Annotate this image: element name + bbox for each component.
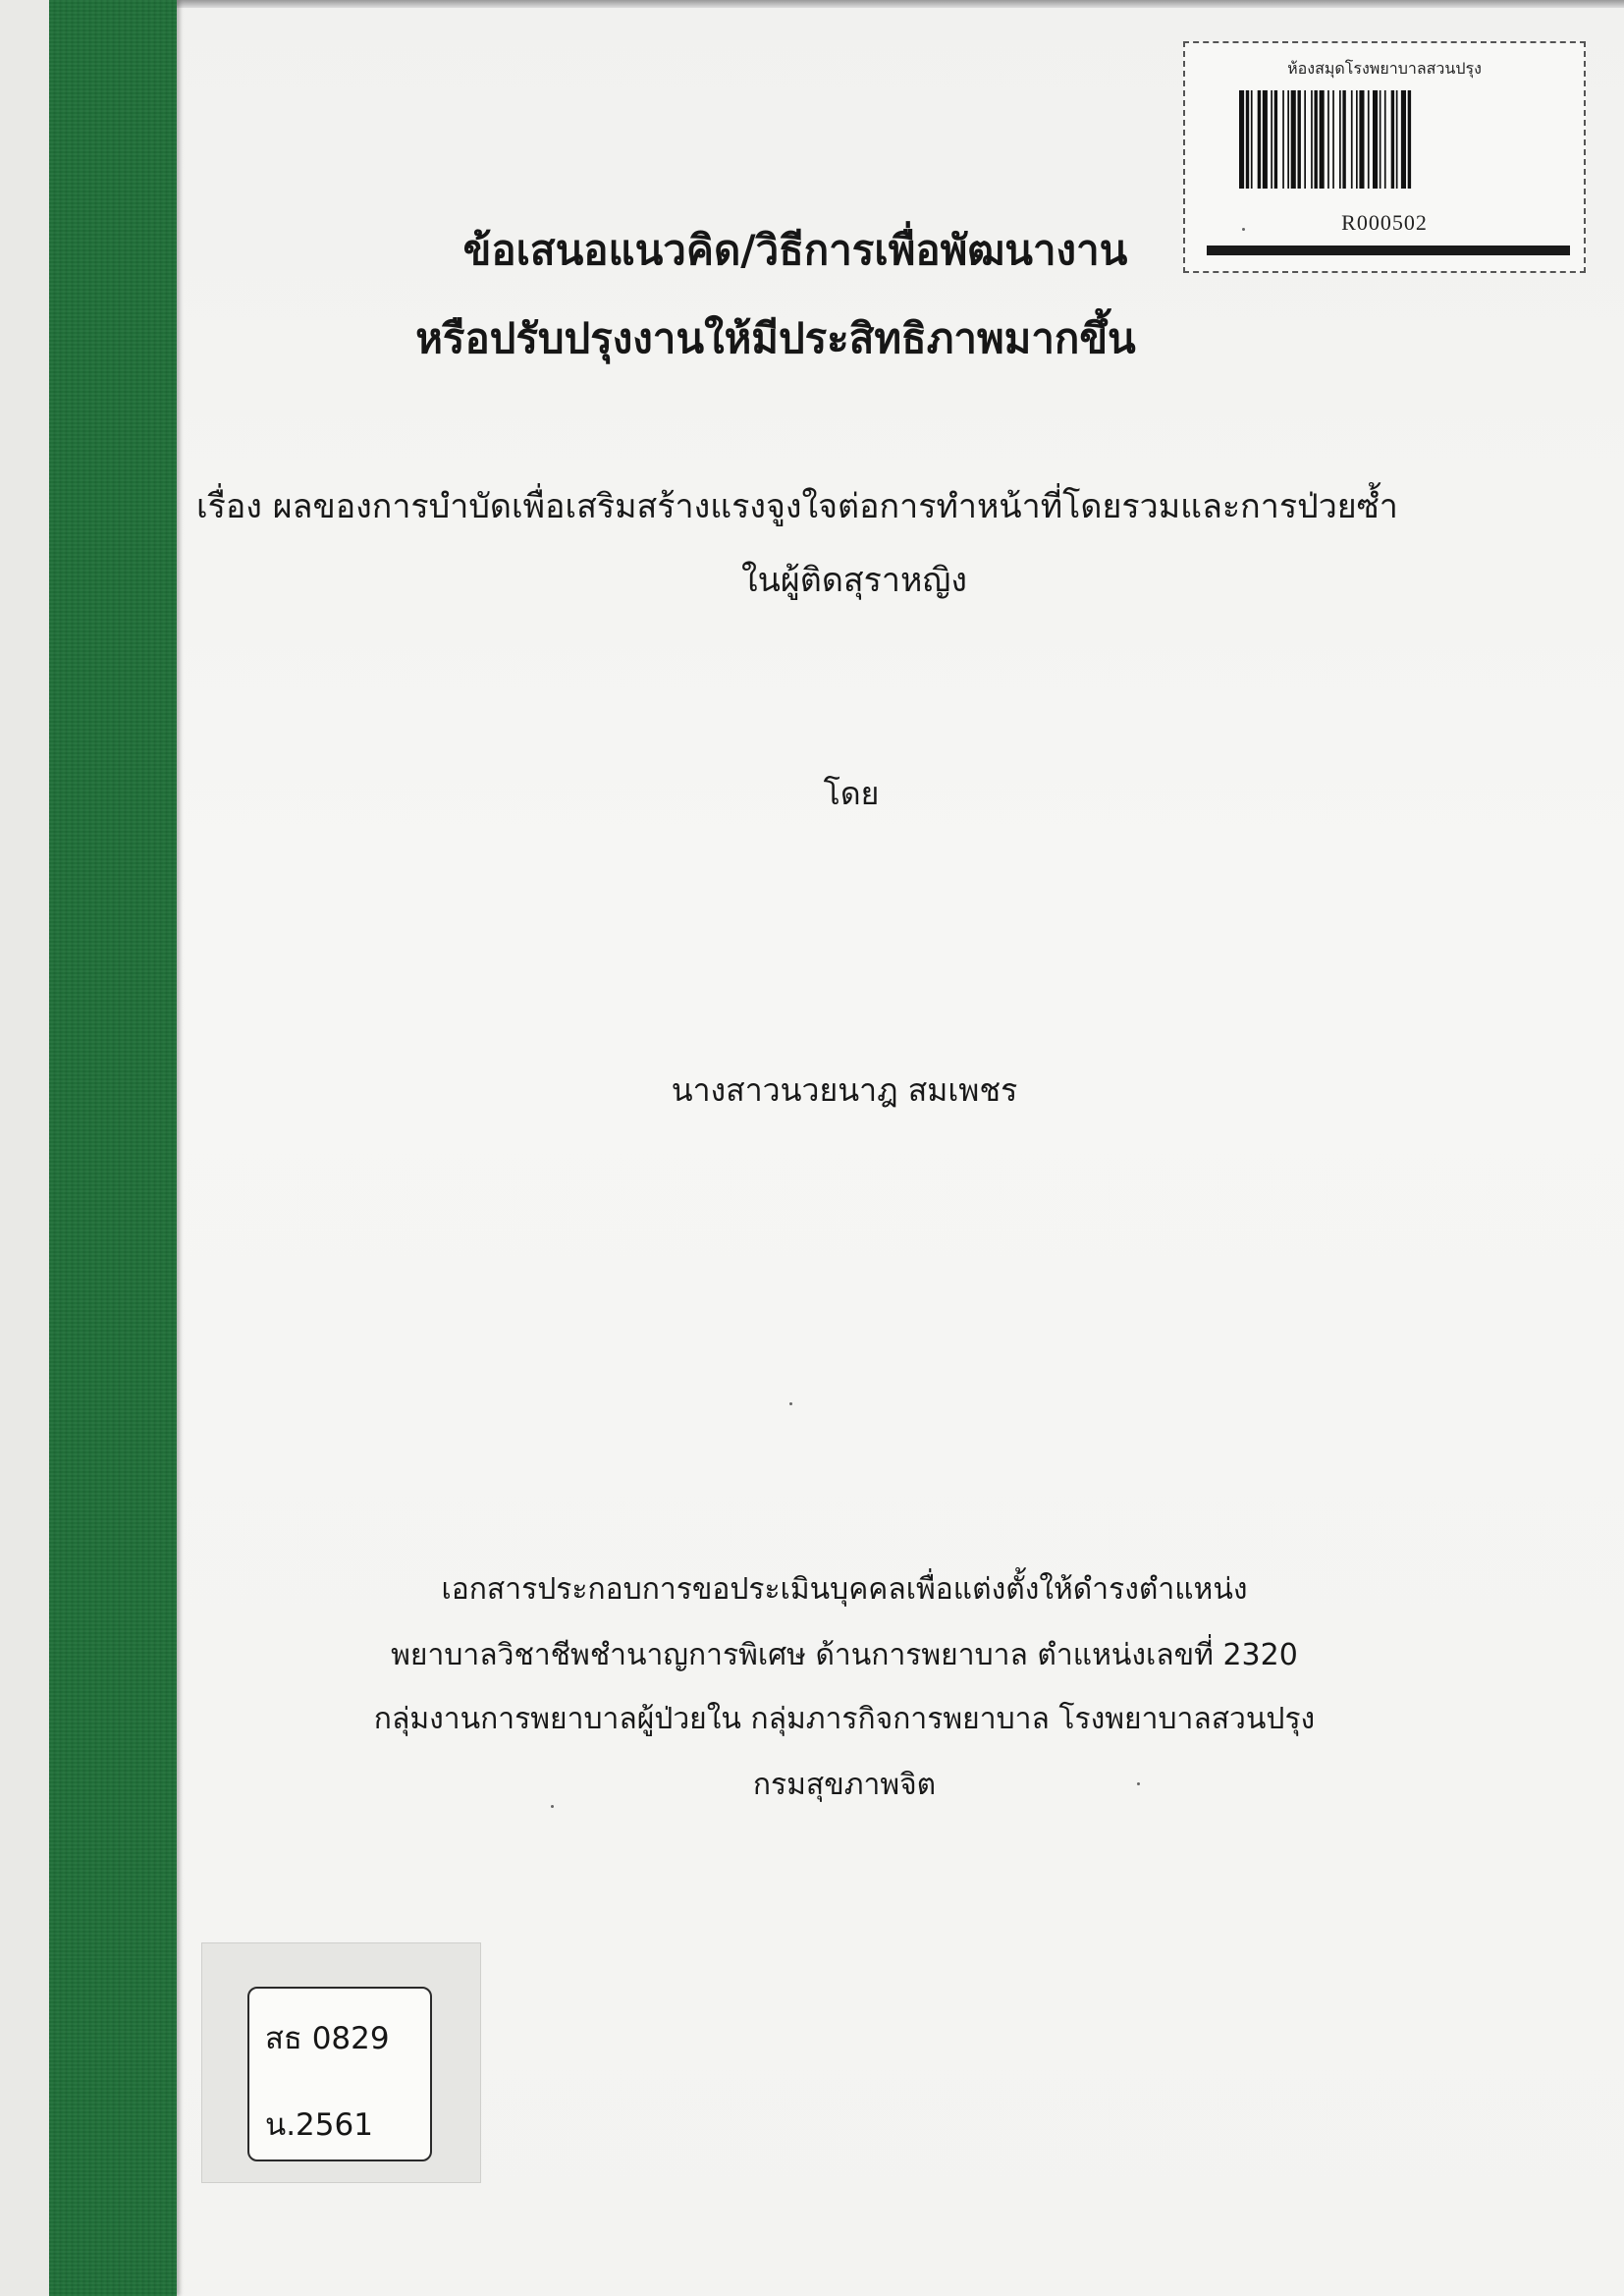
barcode-number: R000502 bbox=[1341, 210, 1428, 235]
barcode-bar bbox=[1380, 90, 1381, 189]
document-title-line-1: ข้อเสนอแนวคิด/วิธีการเพื่อพัฒนางาน bbox=[462, 226, 1128, 274]
purpose-line-4: กรมสุขภาพจิต bbox=[752, 1768, 937, 1802]
barcode-bar bbox=[1342, 90, 1345, 189]
barcode-bar bbox=[1239, 90, 1244, 189]
barcode-library-name: ห้องสมุดโรงพยาบาลสวนปรุง bbox=[1287, 59, 1482, 78]
subject-line-2: ในผู้ติดสุราหญิง bbox=[740, 561, 967, 600]
barcode-bar bbox=[1274, 90, 1277, 189]
scan-speck bbox=[551, 1805, 554, 1808]
barcode-bar bbox=[1258, 90, 1261, 189]
purpose-line-1: เอกสารประกอบการขอประเมินบุคคลเพื่อแต่งตั้งให้ดำรงตำแหน่ง bbox=[441, 1572, 1248, 1607]
barcode-bar bbox=[1246, 90, 1249, 189]
call-number-line-1: สธ 0829 bbox=[265, 2021, 390, 2056]
by-label: โดย bbox=[823, 775, 880, 812]
barcode-bar bbox=[1332, 90, 1334, 189]
scan-speck bbox=[789, 1402, 792, 1405]
document-title-line-2: หรือปรับปรุงงานให้มีประสิทธิภาพมากขึ้น bbox=[415, 314, 1136, 362]
barcode-bar bbox=[1291, 90, 1296, 189]
barcode-bar bbox=[1304, 90, 1306, 189]
scan-speck bbox=[1242, 228, 1245, 231]
barcode-bar bbox=[1373, 90, 1378, 189]
barcode-bar bbox=[1315, 90, 1318, 189]
barcode-bar bbox=[1298, 90, 1301, 189]
barcode-icon bbox=[1239, 90, 1534, 189]
barcode-bar bbox=[1391, 90, 1394, 189]
barcode-bar bbox=[1359, 90, 1364, 189]
author-name: นางสาวนวยนาฎ สมเพชร bbox=[671, 1071, 1018, 1109]
barcode-bar bbox=[1287, 90, 1289, 189]
purpose-line-2: พยาบาลวิชาชีพชำนาญการพิเศษ ด้านการพยาบาล ตำแหน่งเลขที่ 2320 bbox=[391, 1638, 1298, 1672]
barcode-bar bbox=[1396, 90, 1398, 189]
barcode-bar bbox=[1351, 90, 1353, 189]
barcode-bar bbox=[1282, 90, 1284, 189]
barcode-bar bbox=[1339, 90, 1341, 189]
barcode-bar bbox=[1263, 90, 1268, 189]
barcode-bar bbox=[1251, 90, 1253, 189]
barcode-bar bbox=[1311, 90, 1313, 189]
scan-speck bbox=[1137, 1782, 1140, 1785]
call-number-line-2: น.2561 bbox=[265, 2107, 373, 2143]
barcode-bar bbox=[1401, 90, 1406, 189]
barcode-bar bbox=[1327, 90, 1329, 189]
barcode-bar bbox=[1320, 90, 1325, 189]
barcode-bar bbox=[1408, 90, 1411, 189]
barcode-bar bbox=[1368, 90, 1370, 189]
barcode-bar bbox=[1356, 90, 1358, 189]
scan-top-edge bbox=[0, 0, 1624, 8]
subject-line-1: เรื่อง ผลของการบำบัดเพื่อเสริมสร้างแรงจูงใจต่อการทำหน้าที่โดยรวมและการป่วยซ้ำ bbox=[196, 487, 1398, 526]
barcode-bar bbox=[1384, 90, 1386, 189]
purpose-line-3: กลุ่มงานการพยาบาลผู้ป่วยใน กลุ่มภารกิจการพยาบาล โรงพยาบาลสวนปรุง bbox=[373, 1702, 1316, 1736]
barcode-bar bbox=[1271, 90, 1272, 189]
